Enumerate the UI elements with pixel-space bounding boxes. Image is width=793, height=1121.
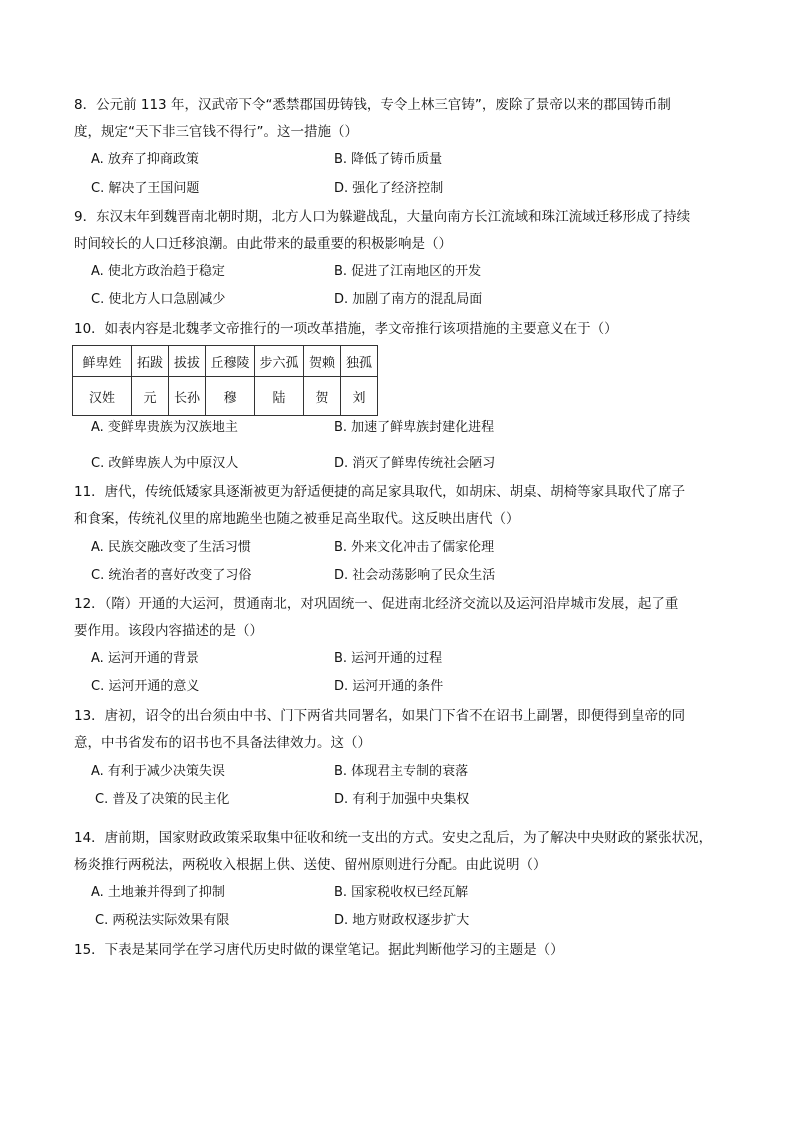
q14-option-b: B. 国家税收权已经瓦解 xyxy=(334,885,469,900)
q10-option-d: D. 消灭了鲜卑传统社会陋习 xyxy=(334,456,496,471)
q9-stem-line1: 9．东汉末年到魏晋南北朝时期，北方人口为躲避战乱，大量向南方长江流域和珠江流域迁移形成了持续 xyxy=(74,209,691,225)
q12-option-b: B. 运河开通的过程 xyxy=(334,651,443,666)
q10-option-c: C. 改鲜卑族人为中原汉人 xyxy=(91,456,239,471)
table-cell: 丘穆陵 xyxy=(206,346,255,377)
q9-option-a: A. 使北方政治趋于稳定 xyxy=(91,264,225,279)
surname-table xyxy=(72,345,378,416)
table-row-han xyxy=(73,377,378,416)
table-cell: 汉姓 xyxy=(73,377,132,416)
q11-stem-line2: 和食案，传统礼仪里的席地跪坐也随之被垂足高坐取代。这反映出唐代（） xyxy=(74,511,520,527)
q14-stem-line2: 杨炎推行两税法，两税收入根据上供、送使、留州原则进行分配。由此说明（） xyxy=(74,857,547,873)
q13-stem-line2: 意，中书省发布的诏书也不具备法律效力。这（） xyxy=(74,735,371,751)
q11-stem-line1: 11．唐代，传统低矮家具逐渐被更为舒适便捷的高足家具取代，如胡床、胡桌、胡椅等家具取代了席子 xyxy=(74,484,686,500)
q11-option-c: C. 统治者的喜好改变了习俗 xyxy=(91,568,252,583)
q14-option-c: C. 两税法实际效果有限 xyxy=(95,913,230,928)
q14-stem-line1: 14．唐前期，国家财政政策采取集中征收和统一支出的方式。安史之乱后，为了解决中央财政的紧张状况， xyxy=(74,830,713,846)
q12-stem-line1: 12．（隋）开通的大运河，贯通南北，对巩固统一、促进南北经济交流以及运河沿岸城市发展，起了重 xyxy=(74,596,679,612)
q8-option-d: D. 强化了经济控制 xyxy=(334,181,444,196)
q14-option-a: A. 土地兼并得到了抑制 xyxy=(91,885,225,900)
q11-option-b: B. 外来文化冲击了儒家伦理 xyxy=(334,540,495,555)
q13-stem-line1: 13．唐初，诏令的出台须由中书、门下两省共同署名，如果门下省不在诏书上副署，即便得到皇帝的同 xyxy=(74,708,686,724)
q10-stem: 10．如表内容是北魏孝文帝推行的一项改革措施，孝文帝推行该项措施的主要意义在于（） xyxy=(74,321,618,337)
table-cell: 长孙 xyxy=(169,377,206,416)
q12-stem-line2: 要作用。该段内容描述的是（） xyxy=(74,623,263,639)
table-cell: 贺 xyxy=(304,377,341,416)
q8-option-b: B. 降低了铸币质量 xyxy=(334,152,443,167)
q9-option-b: B. 促进了江南地区的开发 xyxy=(334,264,482,279)
q8-stem-line2: 度，规定“天下非三官钱不得行”。这一措施（） xyxy=(74,124,358,140)
table-cell: 元 xyxy=(132,377,169,416)
table-cell: 鲜卑姓 xyxy=(73,346,132,377)
table-cell: 贺赖 xyxy=(304,346,341,377)
q10-option-b: B. 加速了鲜卑族封建化进程 xyxy=(334,420,495,435)
q12-option-c: C. 运河开通的意义 xyxy=(91,679,200,694)
table-cell: 穆 xyxy=(206,377,255,416)
q11-option-d: D. 社会动荡影响了民众生活 xyxy=(334,568,496,583)
table-cell: 步六孤 xyxy=(255,346,304,377)
table-cell: 拔拔 xyxy=(169,346,206,377)
q8-option-a: A. 放弃了抑商政策 xyxy=(91,152,199,167)
q12-option-a: A. 运河开通的背景 xyxy=(91,651,199,666)
q9-option-c: C. 使北方人口急剧减少 xyxy=(91,292,226,307)
table-row-xianbei xyxy=(73,346,378,377)
q9-option-d: D. 加剧了南方的混乱局面 xyxy=(334,292,483,307)
q10-option-a: A. 变鲜卑贵族为汉族地主 xyxy=(91,420,238,435)
q8-option-c: C. 解决了王国问题 xyxy=(91,181,200,196)
q13-option-a: A. 有利于减少决策失误 xyxy=(91,764,225,779)
q14-option-d: D. 地方财政权逐步扩大 xyxy=(334,913,470,928)
table-cell: 刘 xyxy=(341,377,378,416)
q13-option-d: D. 有利于加强中央集权 xyxy=(334,792,470,807)
table-cell: 拓跋 xyxy=(132,346,169,377)
q12-option-d: D. 运河开通的条件 xyxy=(334,679,444,694)
q9-stem-line2: 时间较长的人口迁移浪潮。由此带来的最重要的积极影响是（） xyxy=(74,236,452,252)
q13-option-c: C. 普及了决策的民主化 xyxy=(95,792,230,807)
table-cell: 独孤 xyxy=(341,346,378,377)
q15-stem: 15．下表是某同学在学习唐代历史时做的课堂笔记。据此判断他学习的主题是（） xyxy=(74,942,564,958)
q8-stem-line1: 8．公元前 113 年，汉武帝下令“悉禁郡国毋铸钱，专令上林三官铸”，废除了景帝以来的郡国铸币制 xyxy=(74,97,671,113)
table-cell: 陆 xyxy=(255,377,304,416)
q13-option-b: B. 体现君主专制的衰落 xyxy=(334,764,469,779)
q11-option-a: A. 民族交融改变了生活习惯 xyxy=(91,540,251,555)
